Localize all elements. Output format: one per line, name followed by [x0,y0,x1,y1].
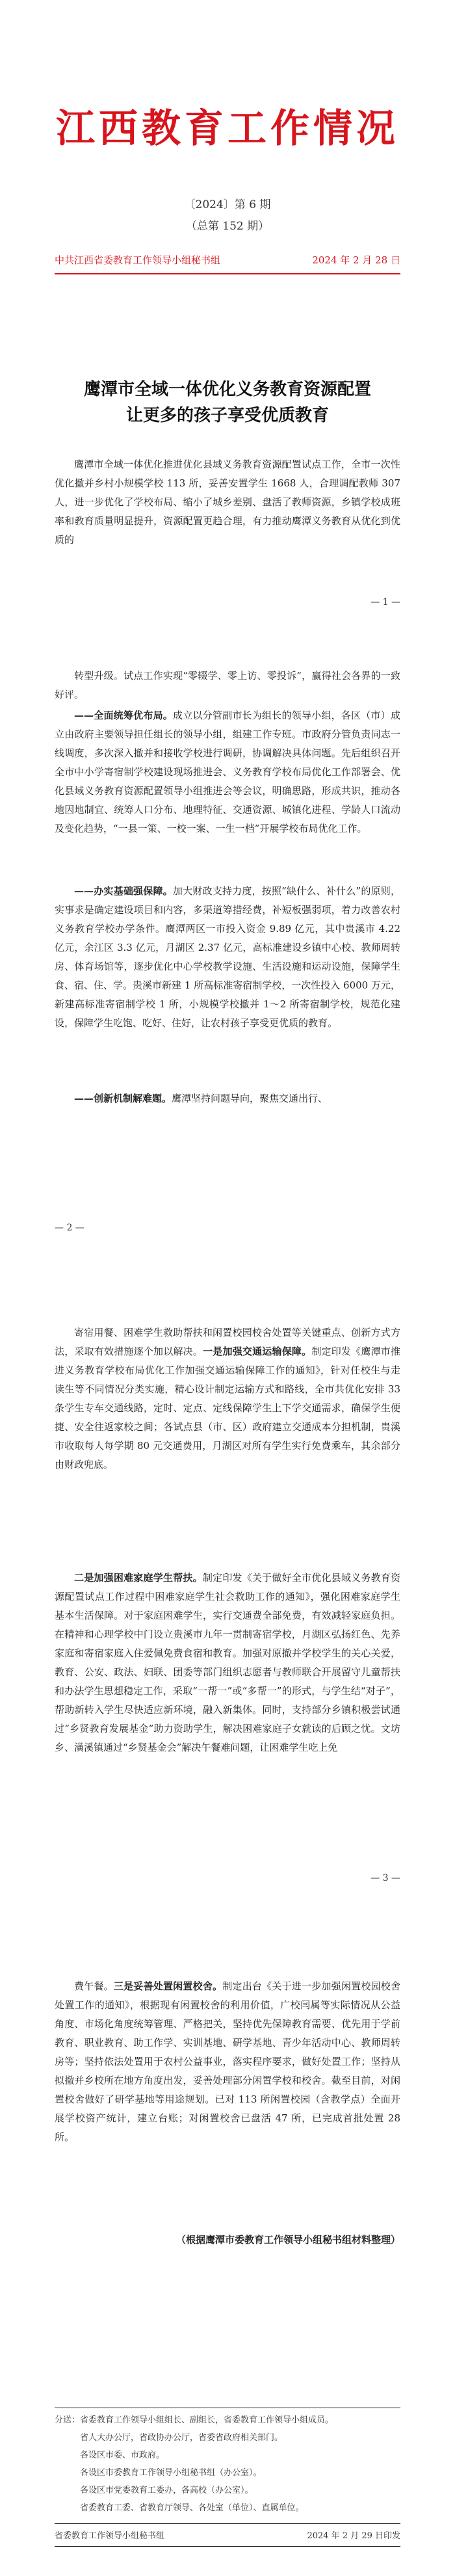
page-3 [0,1275,455,1912]
page-number: — 1 — [370,597,400,607]
section-lead: ——创新机制解难题。 [74,1093,172,1104]
section-block [55,1569,400,1757]
distribution-line: 各设区市委教育工作领导小组秘书组（办公室）。 [80,2468,262,2478]
article-title-line-1: 鹰潭市全域一体优化义务教育资源配置 [83,380,371,399]
footer-print-date: 2024 年 2 月 29 日印发 [307,2531,400,2541]
distribution-line: 省委教育工委、省教育厅领导、各处室（单位）、直属单位。 [80,2503,304,2513]
section-text: 制定印发《鹰潭市推进义务教育学校布局优化工作加强交通运输保障工作的通知》，针对任校生与走读生等不同情况分类实施，精心设计制定运输方式和路线，全市共优化安排 33 条学生专车交通线路，定时、定点、定线保障学生上下学交通需求，确保学生便捷、安全往返家校之间；各试点县（市、区）政府建立交通成本分担机制，贵溪市收取每人每学期 80 元交通费用，月湖区对所有学生实行免费乘车，其余部分由财政兜底。 [55,1346,400,1470]
section-lead: 二是加强困难家庭学生帮扶。 [74,1572,203,1584]
section-block [55,1089,400,1108]
distribution-list [55,2411,400,2517]
section-block [55,706,400,838]
section-text: 制定出台《关于进一步加强闲置校园校舍处置工作的通知》，根据现有闲置校舍的利用价值，广校闫属等实际情况从公益角度、市场化角度统筹管理、严格把关，坚持优先保障教育需要、优先用于学前教育、职业教育、助工作学、实训基地、研学基地、青少年活动中心、教师周转房等；坚持依法处置用于农村公益事业，落实程序要求，做好处置工作；坚持从拟撤并乡校所在地方角度出发，妥善处理部分闲置学校和校舍。截至目前，对闲置校舍做好了研学基地等用途规划。已对 113 所闲置校园（含教学点）全面开展学校资产统计，建立台账；对闲置校舍已盘活 47 所，已完成首批处置 28 所。 [55,1980,400,2143]
total-issue-number: （总第 152 期） [185,220,270,233]
section-block [55,1323,400,1474]
section-lead: ——办实基础强保障。 [74,885,173,897]
print-footer [55,2529,400,2541]
footer-bottom-rule [55,2546,400,2547]
issue-date: 2024 年 2 月 28 日 [312,254,400,266]
issuer-line [55,253,400,267]
distribution-line: 各设区市委、市政府。 [80,2450,165,2460]
paragraph: 鹰潭市全域一体优化推进优化县域义务教育资源配置试点工作，全市一次性优化撤并乡村小规模学校 113 所，妥善安置学生 1668 人，合理调配教师 307 人，进一步优化了学校布局、缩小了城乡差别、盘活了教师资源，乡镇学校成班率和教育质量明显提升，资源配置更趋合理，有力推动鹰潭义务教育从优化到优质的 [55,458,400,546]
section-lead: 三是妥善处置闲置校舍。 [113,1980,223,1992]
section-text: 费午餐。 [74,1980,114,1992]
page-1 [0,0,455,637]
distribution-line: 各设区市党委教育工委办，各高校（办公室）。 [80,2486,254,2495]
page-number: — 2 — [55,1223,84,1233]
distribution-line: 省人大办公厅，省政协办公厅，省委省政府相关部门。 [80,2433,283,2443]
footer-top-rule [55,2523,400,2524]
paragraph: 转型升级。试点工作实现“零辍学、零上访、零投诉”，赢得社会各界的一致好评。 [55,670,400,700]
section-text: 寄宿用餐、困难学生救助帮扶和闲置校园校舍处置等关键重点、创新方式方法，采取有效措施逐个加以解决。 [55,1327,400,1357]
masthead-title: 江西教育工作情况 [56,106,399,152]
issuer-org: 中共江西省委教育工作领导小组秘书组 [55,254,221,266]
section-block [55,1977,400,2147]
page-number: — 3 — [370,1873,400,1883]
section-text: 成立以分管副市长为组长的领导小组，各区（市）成立由政府主要领导担任组长的领导小组，组建工作专班。市政府分管负责同志一线调度，多次深入撤并和接收学校进行调研，协调解决具体问题。先后组织召开全市中小学寄宿制学校建设现场推进会、义务教育学校布局优化工作部署会、优化县域义务教育资源配置领导小组推进会等会议，明确思路，形成共识，推动各地因地制宜、统筹人口分布、地理特征、交通资源、城镇化进程、学龄人口流动及变化趋势，“一县一策、一校一案、一生一档”开展学校布局优化工作。 [55,710,400,834]
issue-number: 〔2024〕第 6 期 [184,198,271,211]
red-divider [55,273,400,274]
page-2 [0,637,455,1275]
footer-issuer: 省委教育工作领导小组秘书组 [55,2531,165,2541]
section-text: 鹰潭坚持问题导向，聚焦交通出行、 [172,1093,328,1104]
section-lead: 一是加强交通运输保障。 [203,1346,312,1357]
source-note: （根据鹰潭市委教育工作领导小组秘书组材料整理） [176,2234,400,2246]
page-4 [0,1912,455,2576]
section-text: 加大财政支持力度，按照“缺什么、补什么”的原则，实事求是确定建设项目和内容，多渠道筹措经费，补短板强弱项，着力改善农村义务教育学校办学条件。鹰潭两区一市投入资金 9.89 亿元，其中贵溪市 4.22 亿元，余江区 3.3 亿元，月湖区 2.37 亿元，高标准建设乡镇中心校、教师周转房、体育场馆等，逐步优化中心学校教学设施、生活设施和运动设施，保障学生食、宿、住、学。贵溪市新建 1 所高标准寄宿制学校，一次性投入 6000 万元，新建高标准寄宿制学校 1 所，小规模学校撤并 1～2 所寄宿制学校，规范化建设，保障学生吃饱、吃好、住好，让农村孩子享受更优质的教育。 [55,885,400,1029]
article-title-line-2: 让更多的孩子享受优质教育 [125,406,329,425]
section-text: 制定印发《关于做好全市优化县域义务教育资源配置试点工作过程中困难家庭学生社会救助工作的通知》，强化困难家庭学生基本生活保障。对于家庭困难学生，实行交通费全部免费，有效减轻家庭负担。在精神和心理学校中门设立贵溪市九年一贯制寄宿学校，月湖区弘扬红色、先养家庭和寄宿家庭入住爱佩免费食宿和教育。加强对原撤并学校学生的关心关爱，教育、公安、政法、妇联、团委等部门组织志愿者与教师联合开展留守儿童帮扶和办法学生思想稳定工作，采取“一帮一”或“多帮一”的形式，与学生结“对子”，帮助新转入学生尽快适应新环境，融入新集体。同时，支持部分乡镇积极尝试通过“乡贤教育发展基金”助力资助学生，解决困难家庭子女就读的后顾之忧。文坊乡、潢溪镇通过“乡贤基金会”解决午餐难问题，让困难学生吃上免 [55,1572,400,1753]
section-block [55,882,400,1033]
distribution-line: 分送：省委教育工作领导小组组长、副组长，省委教育工作领导小组成员。 [55,2415,334,2425]
section-lead: ——全面统筹优布局。 [74,710,174,721]
